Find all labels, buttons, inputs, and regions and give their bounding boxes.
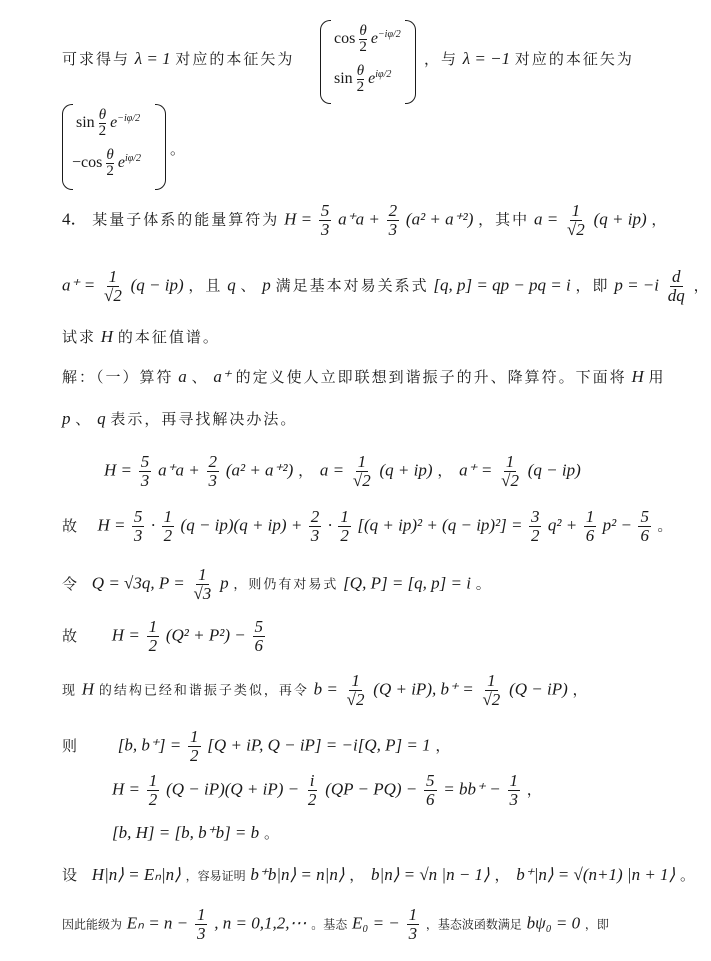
line-eigenvector-intro-2 [424,48,634,69]
math: [Q, P] = [q, p] = i [343,573,471,593]
text: ， [494,866,512,884]
math: = bb⁺ − [443,779,501,799]
exp-e: e [110,114,118,132]
math: q [227,275,236,295]
fraction: $\frac{1}{2}$ [148,617,158,655]
math: bψ₀ = 0 [526,913,581,933]
math: · [327,515,332,535]
text: 可求得与 [62,50,131,68]
text: 表示，再寻找解决办法。 [110,410,298,428]
text: ，即 [584,917,609,932]
math: (a² + a⁺²) [405,209,474,229]
text: 对应的本征矢为 [175,50,295,68]
vec2-row2 [72,148,141,179]
line-eigenvector-intro [62,48,294,69]
text: 试求 [62,328,97,346]
math-lambda-minus-1: λ = −1 [462,49,511,68]
text: ，且 [188,276,223,295]
math: (Q + iP), b⁺ = [373,679,474,699]
frac-theta-2: $\frac{\theta}{2}$ [98,107,107,139]
fraction: $\frac{1}{√2}$ [566,201,585,239]
text: 现 [62,683,78,699]
text: 设 [62,866,80,884]
equation-1 [104,453,581,490]
equation-4 [62,618,267,655]
minus-cos: −cos [72,154,103,172]
text: 。基态 [311,917,348,932]
equation-2 [62,508,674,545]
fraction: $\frac{3}{2}$ [530,507,540,545]
equation-10 [62,906,609,943]
equation-8 [112,822,281,843]
text: ， [572,680,590,699]
eigenvector-2 [62,104,166,188]
math: (q + ip) [593,209,647,229]
math: a⁺a + [338,209,380,229]
fraction: $\frac{1}{√3}$ [193,565,212,603]
text: 、 [240,276,258,295]
text: 解：（一）算符 [62,368,174,386]
fraction: $\frac{1}{2}$ [190,727,199,765]
right-paren [155,104,166,190]
math: p [262,275,271,295]
text: ，容易证明 [185,869,246,883]
math: p = −i [614,275,659,295]
math: (Q² + P²) − [165,625,246,645]
fraction: $\frac{1}{3}$ [408,905,418,943]
sin: sin [76,114,95,132]
left-paren [320,20,331,104]
math: (q − ip)(q + ip) + [180,515,303,535]
fraction: $\frac{1}{6}$ [585,507,595,545]
text: ， [349,866,367,884]
math: b⁺b|n⟩ = n|n⟩ [250,865,345,884]
text: 。 [263,824,281,842]
text: 。 [475,574,493,593]
frac-theta-2: $\frac{\theta}{2}$ [359,23,367,55]
math: a⁺ = [62,275,96,295]
cos: cos [334,30,356,48]
exp-e: e [370,30,378,48]
math: (QP − PQ) − [325,779,418,799]
math-lambda-1: λ = 1 [134,49,171,68]
text: 满足基本对易关系式 [275,276,429,295]
exponent: iφ/2 [375,68,392,80]
math: b|n⟩ = √n |n − 1⟩ [371,865,490,884]
fraction: $\frac{5}{3}$ [133,507,143,545]
math: (Q − iP)(Q + iP) − [166,779,300,799]
math: b⁺|n⟩ = √(n+1) |n + 1⟩ [516,865,676,884]
math: a [178,367,187,386]
math: a⁺ = [459,460,493,480]
math: Eₙ = n − [126,913,189,933]
math: H [631,367,644,386]
fraction: $\frac{5}{3}$ [320,201,330,239]
math: p² − [602,515,632,535]
text: ， [526,780,544,799]
fraction: $\frac{1}{√2}$ [346,671,365,709]
math: , n = 0,1,2,⋯ [214,913,307,933]
math: (q + ip) [379,460,433,480]
eigenvector-1 [320,20,416,102]
exponent: −iφ/2 [377,28,401,40]
fraction: $\frac{1}{√2}$ [501,452,519,490]
vec2-end [170,138,187,159]
equation-3 [62,566,493,603]
line-find-spectrum [62,326,220,347]
equation-7 [112,772,544,809]
fraction: $\frac{5}{6}$ [426,771,435,809]
equation-5 [62,672,590,709]
math: a⁺a + [158,460,200,480]
text: 对应的本征矢为 [514,50,634,68]
math: a = [319,460,345,480]
text: 因此能级为 [62,917,123,932]
line-commutator [62,268,711,305]
math: H = [97,515,126,535]
fraction: $\frac{2}{3}$ [208,452,218,490]
exp-e: e [117,154,125,172]
text: 令 [62,574,80,593]
vec1-row2 [334,64,391,95]
math: [Q + iP, Q − iP] = −i[Q, P] = 1 [207,735,431,755]
math: H [100,327,114,346]
text: ，其中 [478,210,530,229]
math: [b, b⁺] = [117,735,182,755]
text: 的结构已经和谐振子类似，再令 [98,683,309,699]
frac-theta-2: $\frac{\theta}{2}$ [356,63,365,95]
text: 故 [62,626,80,645]
math: (a² + a⁺²) [225,460,294,480]
text: 、 [75,410,93,428]
fraction: $\frac{1}{3}$ [196,905,206,943]
vec1-row1 [334,24,401,55]
sin: sin [334,70,353,88]
text: ，基态波函数满足 [425,917,522,932]
math: q [97,409,106,428]
math: H = [112,779,140,799]
text: 用 [648,368,666,386]
fraction: $\frac{5}{3}$ [140,452,150,490]
exponent: −iφ/2 [117,112,141,124]
line-solution-2 [62,408,297,429]
math: H = [104,460,132,480]
text: 、 [191,368,209,386]
fraction: $\frac{1}{2}$ [163,507,173,545]
math: (q − ip) [130,275,184,295]
math: (Q − iP) [509,679,568,699]
text: ， [435,736,453,755]
text: 则 [62,736,80,755]
text: ，即 [575,276,610,295]
fraction: $\frac{1}{√2}$ [482,671,501,709]
fraction: $\frac{d}{dq}$ [667,267,685,305]
fraction: $\frac{2}{3}$ [310,507,320,545]
exponent: iφ/2 [124,152,142,164]
problem-number: 4． [62,209,88,229]
math: p [62,409,71,428]
text: 的定义使人立即联想到谐振子的升、降算符。下面将 [235,368,627,386]
math: H|n⟩ = Eₙ|n⟩ [91,865,181,884]
text: ， [298,461,316,480]
math: Q = √3q, P = [91,573,185,593]
fraction: $\frac{1}{3}$ [509,771,518,809]
math: a = [533,209,559,229]
text: ， [651,210,669,229]
text: ，与 [424,50,459,68]
vec2-row1 [76,108,140,139]
line-solution-1 [62,366,666,387]
math: [b, H] = [b, b⁺b] = b [112,823,260,842]
period: 。 [170,140,188,158]
text: ， [693,276,711,295]
text: 某量子体系的能量算符为 [92,210,280,229]
text: ， [437,461,455,480]
equation-6 [62,728,452,765]
fraction: $\frac{i}{2}$ [307,771,317,809]
fraction: $\frac{1}{√2}$ [352,452,371,490]
fraction: $\frac{2}{3}$ [388,201,398,239]
math: H = [284,209,313,229]
fraction: $\frac{1}{√2}$ [103,267,122,305]
text: ，则仍有对易式 [233,577,339,593]
frac-theta-2: $\frac{\theta}{2}$ [106,147,114,179]
math: (q − ip) [527,460,581,480]
fraction: $\frac{5}{6}$ [640,507,649,545]
math: E₀ = − [352,913,400,933]
math: a⁺ [213,367,231,386]
math: · [150,515,156,535]
right-paren [405,20,416,104]
equation-9 [62,864,697,885]
math: [(q + ip)² + (q − ip)²] = [357,515,523,535]
fraction: $\frac{1}{2}$ [148,771,158,809]
text: 故 [62,516,80,535]
math: b = [313,679,338,699]
fraction: $\frac{5}{6}$ [254,617,264,655]
math: H = [111,625,140,645]
exp-e: e [368,70,376,88]
math: q² + [547,515,578,535]
text: 的本征值谱。 [117,328,220,346]
text: 。 [657,516,675,535]
fraction: $\frac{1}{2}$ [340,507,349,545]
math: [q, p] = qp − pq = i [433,275,571,295]
math: p [220,573,229,593]
math: H [81,679,95,699]
problem-4-statement [62,202,668,239]
text: 。 [679,866,697,884]
